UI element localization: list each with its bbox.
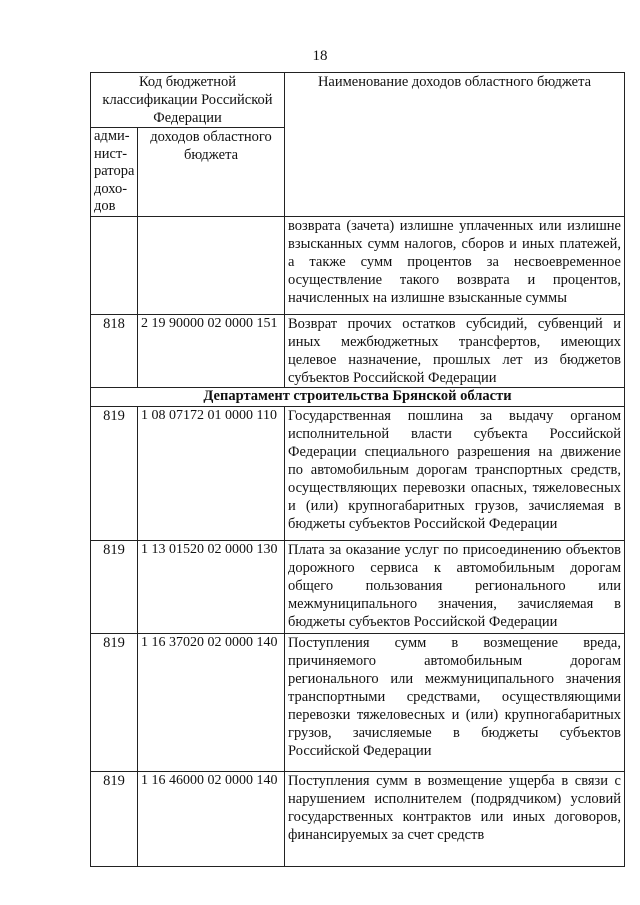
income-code-cell: 1 08 07172 01 0000 110 [138,406,285,540]
page-number: 18 [312,48,328,64]
income-name-cell: Государственная пошлина за выдачу органом исполнительной власти субъекта Российской Федерации специального разрешения на движение по автомобильным дорогам транспортных средств, осуществляющих перевозки опасных, тяжеловесных и (или) крупногабаритных грузов, зачисляемая в бюджеты субъектов Российской Федерации [285,406,625,540]
table-row [91,314,625,387]
admin-code-cell: 819 [91,540,138,633]
budget-classification-table [90,72,625,867]
classification-header: Код бюджетной классификации Российской Федерации [91,73,285,128]
income-name-cell: Поступления сумм в возмещение ущерба в связи с нарушением исполнителем (подрядчиком) условий государственных контрактов или иных договоров, финансируемых за счет средств [285,771,625,866]
table-row [91,406,625,540]
income-code-cell [138,216,285,314]
admin-code-cell: 818 [91,314,138,387]
admin-code-cell: 819 [91,633,138,771]
admin-code-cell [91,216,138,314]
section-row [91,387,625,406]
admin-header: адми-нист-ратора дохо-дов [91,128,138,217]
table-row [91,216,625,314]
section-title: Департамент строительства Брянской области [91,387,625,406]
table-row [91,771,625,866]
table-row [91,633,625,771]
income-name-cell: возврата (зачета) излишне уплаченных или излишне взысканных сумм налогов, сборов и иных платежей, а также сумм процентов за несвоевременное осуществление такого возврата и процентов, начисленных на излишне взысканные суммы [285,216,625,314]
income-code-cell: 1 16 46000 02 0000 140 [138,771,285,866]
income-code-cell: 1 13 01520 02 0000 130 [138,540,285,633]
table-header-row-1 [91,73,625,128]
income-code-cell: 2 19 90000 02 0000 151 [138,314,285,387]
admin-code-cell: 819 [91,771,138,866]
income-name-cell: Поступления сумм в возмещение вреда, причиняемого автомобильным дорогам регионального или межмуниципального значения транспортными средствами, осуществляющими перевозки тяжеловесных и (или) крупногабаритных грузов, зачисляемые в бюджеты субъектов Российской Федерации [285,633,625,771]
name-header: Наименование доходов областного бюджета [285,73,625,217]
income-name-cell: Возврат прочих остатков субсидий, субвенций и иных межбюджетных трансфертов, имеющих целевое назначение, прошлых лет из бюджетов субъектов Российской Федерации [285,314,625,387]
income-code-cell: 1 16 37020 02 0000 140 [138,633,285,771]
table-row [91,540,625,633]
admin-code-cell: 819 [91,406,138,540]
income-name-cell: Плата за оказание услуг по присоединению объектов дорожного сервиса к автомобильным дорогам общего пользования регионального или межмуниципального значения, зачисляемая в бюджеты субъектов Российской Федерации [285,540,625,633]
income-header: доходов областного бюджета [138,128,285,217]
